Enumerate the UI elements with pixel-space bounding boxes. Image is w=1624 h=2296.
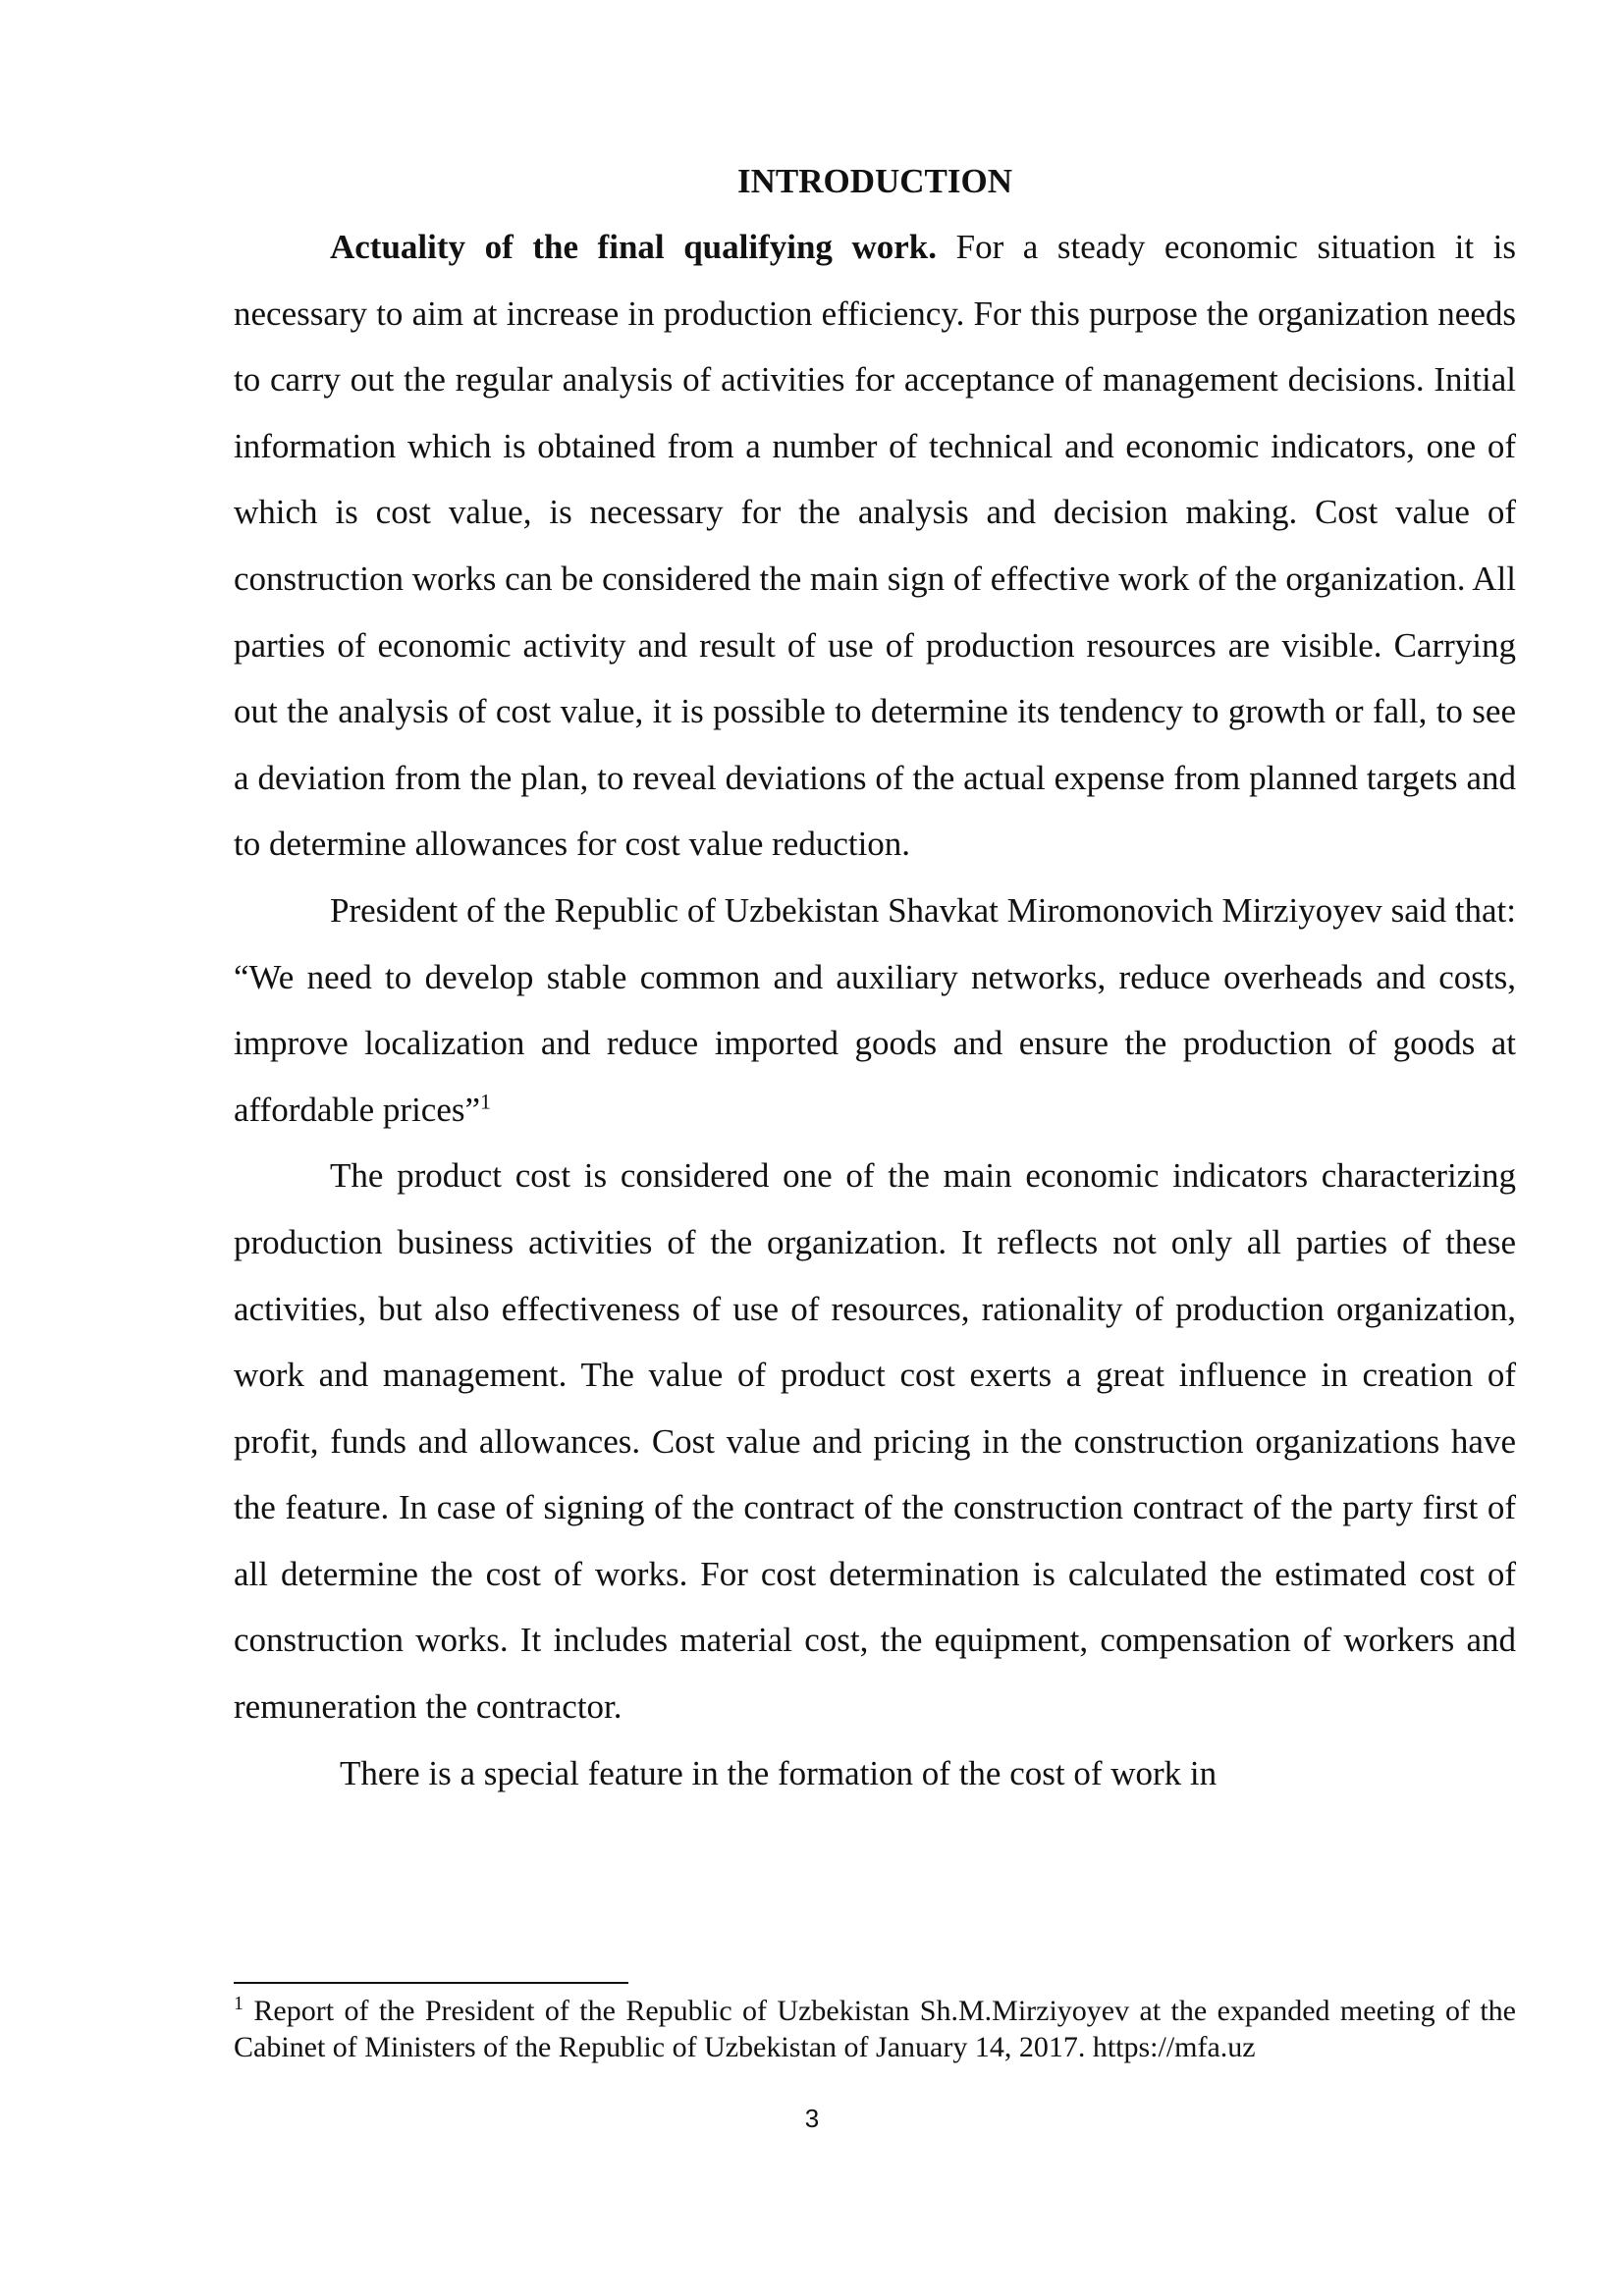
paragraph-text: For a steady economic situation it is necessary to aim at increase in production efficiency. For this purpose the organization needs to carry out the regular analysis of activities for acceptance of management decisions. Initial information which is obtained from a number of technical and economic indicators, one of which is cost value, is necessary for the analysis and decision making. Cost value of construction works can be considered the main sign of effective work of the organization. All parties of economic activity and result of use of production resources are visible. Carrying out the analysis of cost value, it is possible to determine its tendency to growth or fall, to see a deviation from the plan, to reveal deviations of the actual expense from planned targets and to determine allowances for cost value reduction. (234, 228, 1516, 864)
paragraph-special-feature (234, 1740, 1516, 1807)
main-content (234, 149, 1516, 1806)
paragraph-lead: Actuality of the final qualifying work. (330, 228, 938, 266)
footnote-reference[interactable]: 1 (480, 1089, 492, 1114)
footnote-text: Report of the President of the Republic of Uzbekistan Sh.M.Mirziyoyev at the expanded meeting of the Cabinet of Ministers of the Republic of Uzbekistan of January 14, 2017. https://mfa.uz (234, 1995, 1516, 2063)
paragraph-president-quote (234, 878, 1516, 1143)
section-heading: INTRODUCTION (736, 162, 1013, 200)
page-number: 3 (804, 2104, 820, 2133)
paragraph-product-cost (234, 1143, 1516, 1739)
paragraph-actuality (234, 214, 1516, 878)
footnote-marker: 1 (234, 1993, 244, 2014)
footnote-separator (234, 1982, 628, 1984)
paragraph-text: The product cost is considered one of the main economic indicators characterizing production business activities of the organization. It reflects not only all parties of these activities, but also effectiveness of use of resources, rationality of production organization, work and management. The value of product cost exerts a great influence in creation of profit, funds and allowances. Cost value and pricing in the construction organizations have the feature. In case of signing of the contract of the construction contract of the party first of all determine the cost of works. For cost determination is calculated the estimated cost of construction works. It includes material cost, the equipment, compensation of workers and remuneration the contractor. (234, 1156, 1516, 1727)
paragraph-text: There is a special feature in the formation of the cost of work in (340, 1753, 1218, 1792)
footnote (234, 1993, 1516, 2065)
paragraph-text: President of the Republic of Uzbekistan Shavkat Miromonovich Mirziyoyev said that: “We need to develop stable common and auxiliary networks, reduce overheads and costs, improve localization and reduce imported goods and ensure the production of goods at affordable prices” (234, 890, 1516, 1129)
